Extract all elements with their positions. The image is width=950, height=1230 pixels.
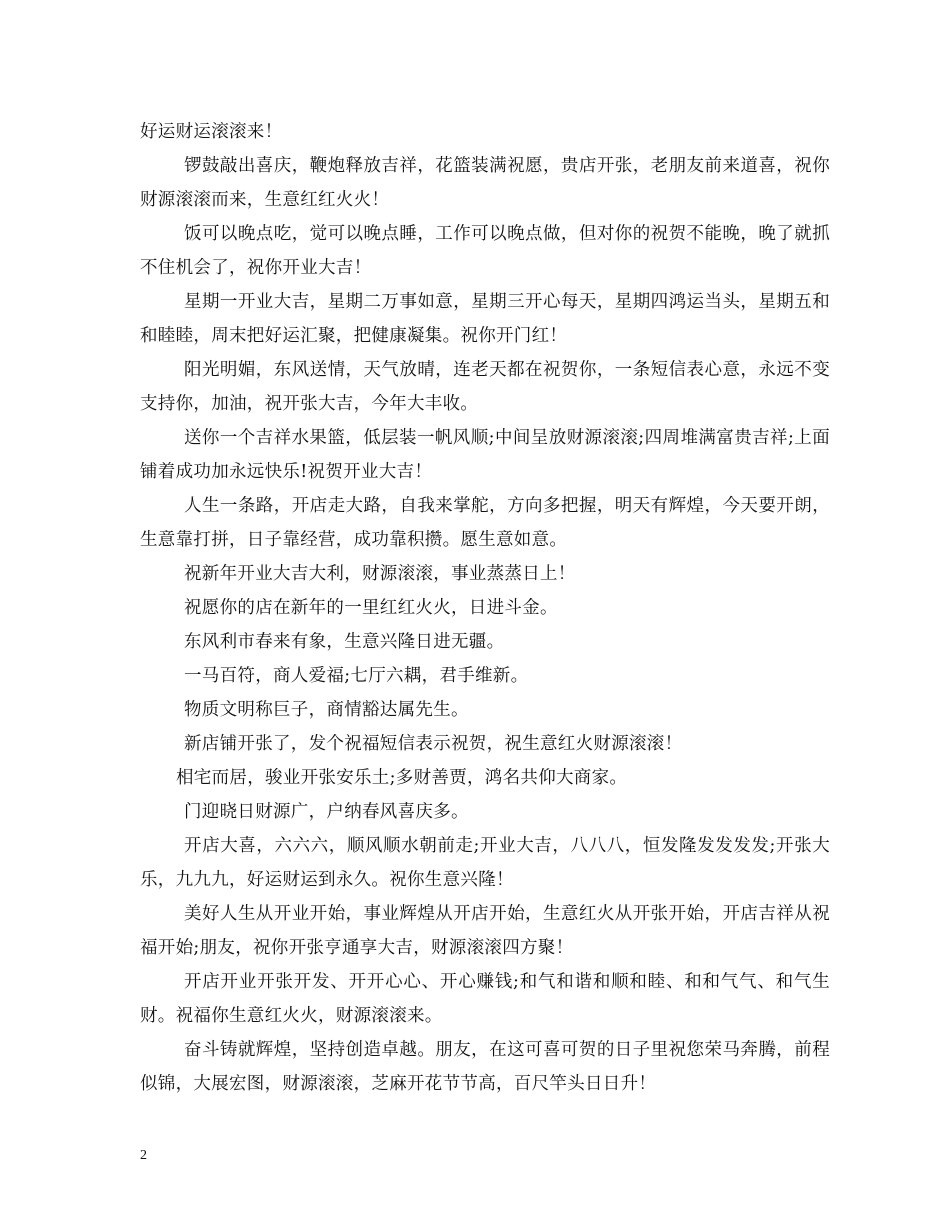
paragraph: 一马百符，商人爱福;七厅六耦，君手维新。 (184, 666, 529, 686)
paragraph: 祝新年开业大吉大利，财源滚滚，事业蒸蒸日上！ (184, 564, 576, 584)
paragraph: 人生一条路，开店走大路，自我来掌舵，方向多把握，明天有辉煌，今天要开朗，生意靠打拼，日子靠经营，成功靠积攒。愿生意如意。 (140, 496, 830, 550)
paragraph: 祝愿你的店在新年的一里红红火火，日进斗金。 (184, 598, 558, 618)
paragraph: 物质文明称巨子，商情豁达属先生。 (184, 700, 469, 720)
page-number: 2 (140, 1148, 147, 1163)
document-body (140, 115, 830, 1101)
paragraph: 送你一个吉祥水果篮，低层装一帆风顺;中间呈放财源滚滚;四周堆满富贵吉祥;上面铺着成功加永远快乐!祝贺开业大吉！ (140, 428, 830, 482)
paragraph: 饭可以晚点吃，觉可以晚点睡，工作可以晚点做，但对你的祝贺不能晚，晚了就抓不住机会了，祝你开业大吉！ (140, 224, 830, 278)
paragraph: 锣鼓敲出喜庆，鞭炮释放吉祥，花篮装满祝愿，贵店开张，老朋友前来道喜，祝你财源滚滚而来，生意红红火火！ (140, 156, 830, 210)
paragraph: 新店铺开张了，发个祝福短信表示祝贺，祝生意红火财源滚滚！ (184, 734, 683, 754)
paragraph: 星期一开业大吉，星期二万事如意，星期三开心每天，星期四鸿运当头，星期五和和睦睦，周末把好运汇聚，把健康凝集。祝你开门红！ (140, 292, 830, 346)
paragraph: 奋斗铸就辉煌，坚持创造卓越。朋友，在这可喜可贺的日子里祝您荣马奔腾，前程似锦，大展宏图，财源滚滚，芝麻开花节节高，百尺竿头日日升！ (140, 1040, 830, 1094)
paragraph: 开店开业开张开发、开开心心、开心赚钱;和气和谐和顺和睦、和和气气、和气生财。祝福你生意红火火，财源滚滚来。 (140, 972, 830, 1026)
paragraph: 阳光明媚，东风送情，天气放晴，连老天都在祝贺你，一条短信表心意，永远不变支持你，加油，祝开张大吉，今年大丰收。 (140, 360, 830, 414)
paragraph: 东风利市春来有象，生意兴隆日进无疆。 (184, 632, 505, 652)
paragraph: 相宅而居，骏业开张安乐土;多财善贾，鸿名共仰大商家。 (176, 768, 628, 788)
paragraph: 门迎晓日财源广，户纳春风喜庆多。 (184, 802, 469, 822)
paragraph: 好运财运滚滚来！ (140, 122, 283, 142)
paragraph: 美好人生从开业开始，事业辉煌从开店开始，生意红火从开张开始，开店吉祥从祝福开始;朋友，祝你开张亨通享大吉，财源滚滚四方聚！ (140, 904, 830, 958)
paragraph: 开店大喜，六六六，顺风顺水朝前走;开业大吉，八八八，恒发隆发发发发;开张大乐，九九九，好运财运到永久。祝你生意兴隆！ (140, 836, 830, 890)
